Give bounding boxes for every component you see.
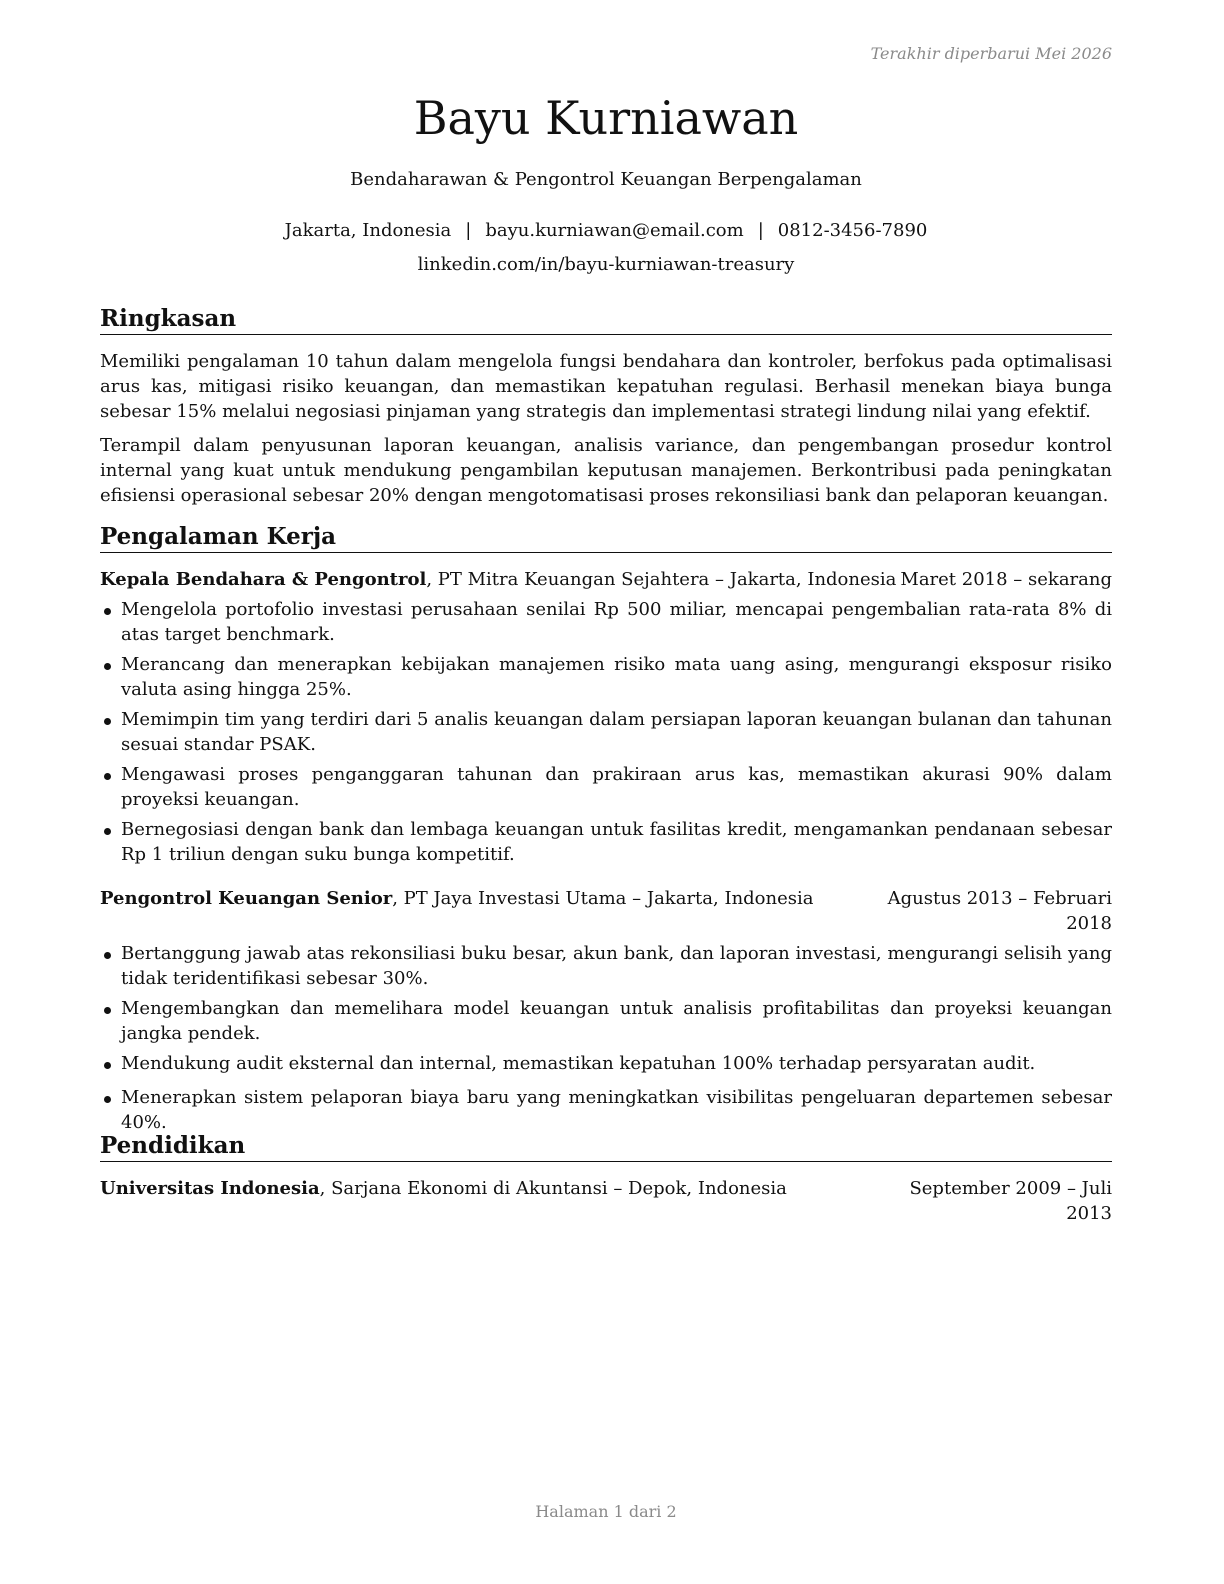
contact-phone: 0812-3456-7890 bbox=[777, 220, 928, 241]
job-dates-end: 2018 bbox=[1066, 913, 1112, 934]
job-header bbox=[100, 567, 1112, 592]
bullet-text: Mengelola portofolio investasi perusahaan senilai Rp 500 miliar, mencapai pengembalian rata-rata 8% di atas target benchmark. bbox=[121, 599, 1112, 645]
bullet-icon bbox=[104, 773, 111, 780]
section-title-education: Pendidikan bbox=[100, 1131, 1112, 1162]
job-header bbox=[100, 886, 1112, 936]
list-item bbox=[100, 996, 1112, 1046]
list-item bbox=[100, 817, 1112, 867]
contact-line bbox=[100, 219, 1112, 243]
job-bullets bbox=[100, 597, 1112, 867]
bullet-text: Menerapkan sistem pelaporan biaya baru yang meningkatkan visibilitas pengeluaran departemen sebesar 40%. bbox=[121, 1087, 1112, 1133]
contact-email[interactable]: bayu.kurniawan@email.com bbox=[485, 220, 744, 241]
job-role: Pengontrol Keuangan Senior bbox=[100, 888, 393, 909]
education-header bbox=[100, 1176, 1112, 1226]
job-role: Kepala Bendahara & Pengontrol bbox=[100, 569, 427, 590]
candidate-name: Bayu Kurniawan bbox=[413, 91, 799, 145]
contact-linkedin[interactable]: linkedin.com/in/bayu-kurniawan-treasury bbox=[417, 254, 795, 275]
bullet-icon bbox=[104, 952, 111, 959]
bullet-icon bbox=[104, 1096, 111, 1103]
list-item bbox=[100, 597, 1112, 647]
job-bullets bbox=[100, 941, 1112, 1135]
contact-separator: | bbox=[465, 220, 472, 241]
section-title-summary: Ringkasan bbox=[100, 304, 1112, 335]
list-item bbox=[100, 707, 1112, 757]
list-item bbox=[100, 762, 1112, 812]
job-dates-start: Agustus 2013 – Februari bbox=[887, 888, 1112, 909]
last-updated: Terakhir diperbarui Mei 2026 bbox=[870, 44, 1112, 63]
bullet-text: Bertanggung jawab atas rekonsiliasi buku besar, akun bank, dan laporan investasi, mengurangi selisih yang tidak teridentifikasi sebesar 30%. bbox=[121, 943, 1112, 989]
bullet-text: Bernegosiasi dengan bank dan lembaga keuangan untuk fasilitas kredit, mengamankan pendanaan sebesar Rp 1 triliun dengan suku bunga kompetitif. bbox=[121, 819, 1112, 865]
job-company: , PT Jaya Investasi Utama – Jakarta, Indonesia bbox=[392, 888, 814, 909]
bullet-text: Merancang dan menerapkan kebijakan manajemen risiko mata uang asing, mengurangi eksposur risiko valuta asing hingga 25%. bbox=[121, 654, 1112, 700]
summary-paragraph: Terampil dalam penyusunan laporan keuangan, analisis variance, dan pengembangan prosedur kontrol internal yang kuat untuk mendukung pengambilan keputusan manajemen. Berkontribusi pada peningkatan efisiensi operasional sebesar 20% dengan mengotomatisasi proses rekonsiliasi bank dan pelaporan keuangan. bbox=[100, 435, 1112, 506]
resume-page bbox=[100, 0, 1112, 1584]
education-section bbox=[100, 1131, 1112, 1226]
education-dates bbox=[909, 1176, 1112, 1226]
bullet-icon bbox=[104, 828, 111, 835]
summary-paragraph: Memiliki pengalaman 10 tahun dalam mengelola fungsi bendahara dan kontroler, berfokus pada optimalisasi arus kas, mitigasi risiko keuangan, dan memastikan kepatuhan regulasi. Berhasil menekan biaya bunga sebesar 15% melalui negosiasi pinjaman yang strategis dan implementasi strategi lindung nilai yang efektif. bbox=[100, 351, 1112, 422]
bullet-text: Memimpin tim yang terdiri dari 5 analis keuangan dalam persiapan laporan keuangan bulanan dan tahunan sesuai standar PSAK. bbox=[121, 709, 1112, 755]
section-title-experience: Pengalaman Kerja bbox=[100, 522, 1112, 553]
bullet-icon bbox=[104, 1007, 111, 1014]
summary-section bbox=[100, 304, 1112, 508]
bullet-icon bbox=[104, 718, 111, 725]
bullet-text: Mendukung audit eksternal dan internal, memastikan kepatuhan 100% terhadap persyaratan audit. bbox=[121, 1053, 1036, 1074]
education-dates-end: 2013 bbox=[1066, 1203, 1112, 1224]
bullet-text: Mengawasi proses penganggaran tahunan dan prakiraan arus kas, memastikan akurasi 90% dalam proyeksi keuangan. bbox=[121, 764, 1112, 810]
bullet-icon bbox=[104, 1062, 111, 1069]
education-degree: , Sarjana Ekonomi di Akuntansi – Depok, Indonesia bbox=[319, 1178, 787, 1199]
list-item bbox=[100, 941, 1112, 991]
education-dates-start: September 2009 – Juli bbox=[909, 1178, 1112, 1199]
contact-separator: | bbox=[757, 220, 764, 241]
list-item bbox=[100, 1085, 1112, 1135]
page-number: Halaman 1 dari 2 bbox=[535, 1502, 677, 1521]
contact-location: Jakarta, Indonesia bbox=[284, 220, 452, 241]
education-school: Universitas Indonesia bbox=[100, 1178, 320, 1199]
list-item bbox=[100, 652, 1112, 702]
bullet-icon bbox=[104, 663, 111, 670]
bullet-icon bbox=[104, 608, 111, 615]
job-dates bbox=[888, 886, 1112, 936]
job-company: , PT Mitra Keuangan Sejahtera – Jakarta, Indonesia bbox=[426, 569, 897, 590]
bullet-text: Mengembangkan dan memelihara model keuangan untuk analisis profitabilitas dan proyeksi keuangan jangka pendek. bbox=[121, 998, 1112, 1044]
list-item bbox=[100, 1051, 1112, 1076]
experience-section bbox=[100, 522, 1112, 1140]
candidate-tagline: Bendaharawan & Pengontrol Keuangan Berpengalaman bbox=[350, 169, 862, 190]
job-dates: Maret 2018 – sekarang bbox=[900, 569, 1112, 590]
